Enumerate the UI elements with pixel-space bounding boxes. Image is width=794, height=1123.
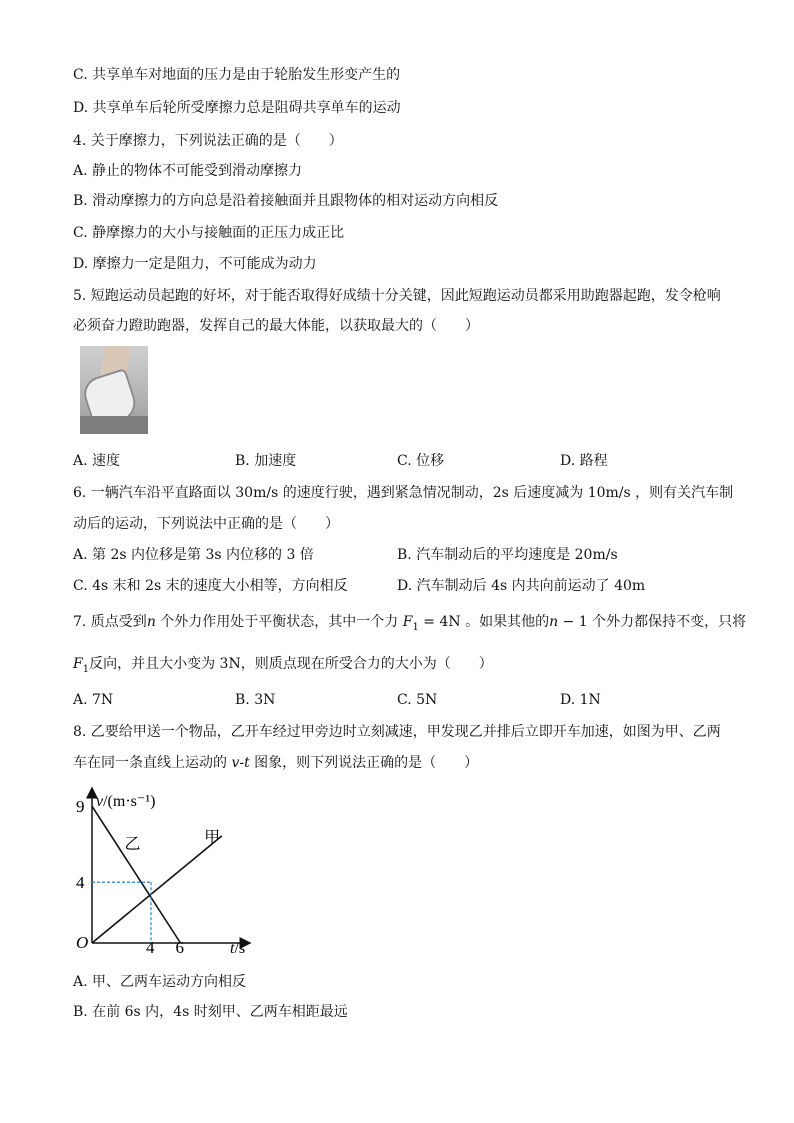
q8-option-b: B. 在前 6s 内，4s 时刻甲、乙两车相距最远 <box>73 1004 348 1020</box>
q8-text-b: 图象，则下列说法正确的是（ ） <box>249 755 479 771</box>
vt-chart <box>70 782 260 960</box>
q7-sub-1-2: 1 <box>82 663 90 675</box>
q4-option-b: B. 滑动摩擦力的方向总是沿着接触面并且跟物体的相对运动方向相反 <box>73 193 499 209</box>
series-line-0 <box>92 806 181 943</box>
q7-text-line2: 反向，并且大小变为 3N，则质点现在所受合力的大小为（ ） <box>89 656 493 672</box>
q4-option-d: D. 摩擦力一定是阻力，不可能成为动力 <box>73 256 317 272</box>
q7-option-a: A. 7N <box>73 692 114 708</box>
q6-stem-line2: 动后的运动，下列说法中正确的是（ ） <box>73 516 339 532</box>
q5-option-c: C. 位移 <box>397 453 445 469</box>
series-line-1 <box>92 836 222 943</box>
q7-sub-1: 1 <box>412 621 419 633</box>
q5-stem-line2: 必须奋力蹬助跑器，发挥自己的最大体能，以获取最大的（ ） <box>73 318 479 334</box>
q3-option-d: D. 共享单车后轮所受摩擦力总是阻碍共享单车的运动 <box>73 100 401 116</box>
q5-stem-line1: 5. 短跑运动员起跑的好坏，对于能否取得好成绩十分关键，因此短跑运动员都采用助跑器起跑，发令枪响 <box>73 288 721 304</box>
q7-text-eq: = 4N 。如果其他的 <box>418 614 550 630</box>
x-axis-label <box>230 940 245 957</box>
q7-text-mid: 个外力作用处于平衡状态，其中一个力 <box>155 614 403 630</box>
q5-option-b: B. 加速度 <box>235 453 297 469</box>
q6-option-d: D. 汽车制动后 4s 内共向前运动了 40m <box>397 578 646 594</box>
y-tick-label-9: 9 <box>76 797 85 817</box>
q4-option-a: A. 静止的物体不可能受到滑动摩擦力 <box>73 163 303 179</box>
photo-track <box>80 416 148 434</box>
q7-text-post: − 1 个外力都保持不变，只将 <box>558 614 747 630</box>
q7-var-n: n <box>146 614 156 630</box>
q7-stem-line2 <box>73 655 493 679</box>
q8-var-vt: v-t <box>231 755 250 771</box>
q7-text-pre: 7. 质点受到 <box>73 614 147 630</box>
series-label-yi: 乙 <box>124 835 141 853</box>
q4-stem: 4. 关于摩擦力，下列说法正确的是（ ） <box>73 133 343 149</box>
q6-option-a: A. 第 2s 内位移是第 3s 内位移的 3 倍 <box>73 547 314 563</box>
y-axis-label <box>96 793 155 810</box>
q7-var-F: F <box>402 614 413 630</box>
series-label-jia: 甲 <box>204 829 221 847</box>
q7-option-b: B. 3N <box>235 692 276 708</box>
q7-stem-line1 <box>73 613 746 637</box>
q6-stem-line1: 6. 一辆汽车沿平直路面以 30m/s 的速度行驶，遇到紧急情况制动，2s 后速度减为 10m/s ，则有关汽车制 <box>73 485 734 501</box>
x-tick-label-6: 6 <box>175 938 184 957</box>
q5-option-a: A. 速度 <box>73 453 121 469</box>
q7-var-F-2: F <box>73 656 83 672</box>
y-axis-var: v <box>96 793 104 810</box>
q8-option-a: A. 甲、乙两车运动方向相反 <box>73 974 247 990</box>
q7-option-d: D. 1N <box>560 692 601 708</box>
y-tick-label-4: 4 <box>76 873 85 893</box>
sprinter-photo <box>80 346 148 434</box>
origin-label: O <box>76 933 89 952</box>
q5-option-d: D. 路程 <box>560 453 608 469</box>
x-axis-unit: /s <box>234 940 246 957</box>
x-tick-label-4: 4 <box>146 938 155 957</box>
q8-stem-line2 <box>73 754 478 772</box>
q8-stem-line1: 8. 乙要给甲送一个物品，乙开车经过甲旁边时立刻减速，甲发现乙并排后立即开车加速，如图为甲、乙两 <box>73 724 721 740</box>
q3-option-c: C. 共享单车对地面的压力是由于轮胎发生形变产生的 <box>73 67 401 83</box>
q4-option-c: C. 静摩擦力的大小与接触面的正压力成正比 <box>73 225 345 241</box>
q6-option-b: B. 汽车制动后的平均速度是 20m/s <box>397 547 618 563</box>
q8-text-a: 车在同一条直线上运动的 <box>73 755 232 771</box>
q7-var-n2: n <box>549 614 559 630</box>
q6-option-c: C. 4s 末和 2s 末的速度大小相等，方向相反 <box>73 578 348 594</box>
q7-option-c: C. 5N <box>397 692 438 708</box>
y-axis-unit: /(m·s⁻¹) <box>103 793 156 810</box>
x-axis-var: t <box>230 940 235 957</box>
